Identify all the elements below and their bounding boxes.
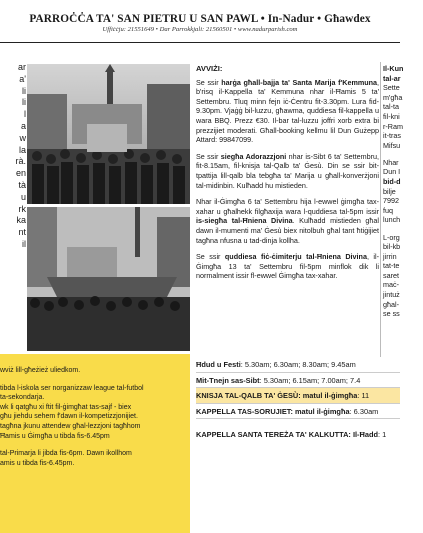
announcement-kemmuna-trip: Se ssir harġa għall-bajja ta' Santa Marija f'Kemmuna, b'risq il-Kappella ta' Kemmuna nhar il-Ħamis 5 ta' Settembru. Tluq minn fejn iċ-Ċentru fit-3.30pm. Lura fid-9.30pm. Vjaġġ bil-luzzu, għawma, quddiesa fil-kappella u wara BBQ. Prezz €30. Il-bar tal-luzzu joffri xorb extra bi prezzijiet moderati. Għall-booking kellmu lil Dun Gużepp Attard: 99847099.: [196, 77, 379, 145]
text-line: Dun I: [383, 167, 401, 177]
text-line: it-tras: [383, 131, 401, 141]
text-line: rk: [18, 203, 26, 214]
text-line: rà.: [15, 156, 26, 167]
text-line: L-org: [383, 232, 400, 242]
text-line: fil-kni: [383, 111, 400, 121]
text-line: fuq: [383, 205, 393, 215]
youth-notice-box: [0, 354, 190, 533]
text-line: li: [22, 85, 26, 96]
text-line: tal-ar: [383, 73, 401, 83]
masthead-rule: [0, 42, 400, 43]
mass-times-row: Ħdud u Festi: 5.30am; 6.30am; 8.30am; 9.45am: [196, 357, 400, 373]
text-line: bil-kb: [383, 242, 401, 252]
mass-times-row: KNISJA TAL-QALB TA' ĠESÙ: matul il-ġimgħa: 11: [196, 388, 400, 404]
text-line: w: [19, 132, 26, 143]
announcements-column: [196, 64, 379, 288]
text-line: il: [22, 238, 26, 249]
notice-line: wviż lill-għeżież uliedkom.: [0, 367, 81, 374]
text-line: a: [20, 120, 26, 131]
column-divider: [380, 62, 381, 357]
notice-line: ta-sekondarja.: [0, 394, 45, 402]
announcement-adoration: Se ssir siegħa Adorazzjoni nhar is-Sibt 6 ta' Settembru, fit-8.15am, fil-knisja tal-Qalb ta' Ġesù. Din se ssir bit-tpattija lill-qalb bla tebgħa ta' Marija u għall-konverżjoni tal-midinbin. Kulħadd hu mistieden.: [196, 151, 380, 190]
masthead: [0, 0, 400, 40]
text-line: li: [22, 97, 26, 108]
notice-line: tagħna jkunu attendew għal-lezzjoni tagħhom: [0, 422, 141, 430]
notice-line: għu jiehdu sehem f'dawn il-kompetizzjonijiet.: [0, 413, 138, 421]
text-line: a': [19, 73, 26, 84]
notice-line: Ħamis u Ġimgħa u tibda fis-6.45pm: [0, 432, 110, 440]
mass-times-row: Mit-Tnejn sas-Sibt: 5.30am; 6.15am; 7.00am; 7.4: [196, 373, 400, 389]
text-line: tat-te: [383, 261, 400, 271]
notice-line: amis u tibda fis-6.45pm.: [0, 459, 75, 467]
text-line: saret: [383, 270, 399, 280]
text-line: bilje: [383, 186, 396, 196]
text-line: maċ-: [383, 280, 399, 290]
text-line: lunch: [383, 215, 401, 225]
text-line: ka: [16, 215, 26, 226]
left-column-fragment: [0, 62, 26, 251]
text-line: ar: [17, 62, 26, 72]
text-line: jintuż: [383, 290, 400, 300]
text-line: en: [15, 168, 26, 179]
text-line: m'għa: [383, 92, 403, 102]
text-line: l: [24, 109, 26, 120]
mass-times: [196, 357, 400, 443]
notice-line: tal-Primarja li jibda fis-6pm. Dawn ikollhom: [0, 450, 132, 458]
right-column-fragment: [383, 64, 423, 319]
text-line: bid-d: [383, 177, 401, 187]
text-line: u: [20, 191, 26, 202]
text-line: r-Ram: [383, 121, 403, 131]
text-line: Il-Kun: [383, 64, 404, 73]
announcement-cemetery-mass: Se ssir quddiesa fiċ-ċimiterju tal-Ħniena Divina, il-Ġimgħa 13 ta' Settembru fil-5pm minflok dik li normalment issir fl-ewwel Ġimgħa tax-xahar.: [196, 252, 379, 281]
mass-times-row: KAPPELLA TAS-SORUJIET: matul il-ġimgħa: 6.30am: [196, 404, 400, 420]
text-line: Sette: [383, 83, 400, 93]
historic-photo-procession: [27, 64, 190, 204]
text-line: tà: [18, 179, 26, 190]
newsletter-title: PARROĊĊA TA' SAN PIETRU U SAN PAWL • In-Nadur • Għawdex: [29, 13, 371, 25]
text-line: tal-ta: [383, 102, 399, 112]
text-line: Mifsu: [383, 140, 401, 150]
text-line: Nhar: [383, 157, 399, 167]
text-line: la: [18, 144, 26, 155]
announcements-heading: AVVIŻI:: [196, 64, 223, 73]
contact-line: Uffiċċju: 21551649 • Dar Parrokkjali: 21560501 • www.nadurparish.com: [102, 26, 298, 33]
announcement-divine-mercy-hour: Nhar il-Ġimgħa 6 ta' Settembru hija l-ewwel ġimgħa tax-xahar u għalhekk filgħaxija wara l-quddiesa tal-5pm issir is-siegħa tal-Ħniena Divina. Kulħadd mistieden għal dawn il-mumenti ma' Ġesù biex nitolbuh għal tant ħtiġijiet tagħna nfusna u tad-dinja kollha.: [196, 197, 379, 245]
notice-line: wk li qatgħu xi ftit fil-ġimgħat tas-sajf - biex: [0, 403, 132, 411]
text-line: għal-: [383, 299, 399, 309]
historic-photo-crowd: [27, 207, 190, 351]
text-line: se ss: [383, 309, 400, 319]
text-line: jirrin: [383, 251, 397, 261]
mass-times-row: KAPPELLA SANTA TEREŻA TA' KALKUTTA: Il-Ħadd: 1: [196, 430, 387, 439]
notice-line: tibda l-iskola ser norganizzaw league tal-futbol: [0, 384, 144, 392]
text-line: 7992: [383, 196, 399, 206]
text-line: nt: [18, 227, 26, 238]
